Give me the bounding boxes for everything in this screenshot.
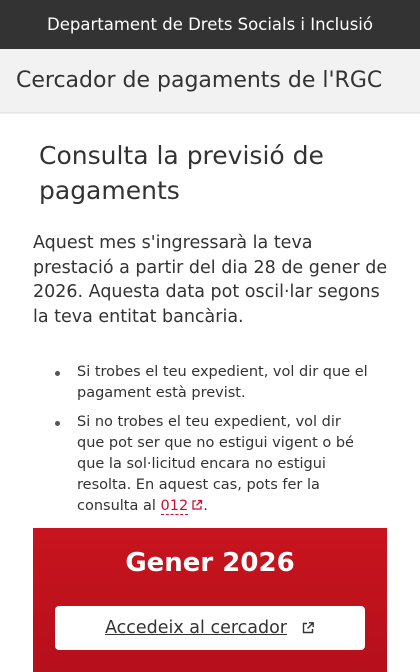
phone-012-link[interactable] — [161, 498, 189, 515]
page-title: Cercador de pagaments de l'RGC — [16, 68, 383, 93]
bullet-icon — [55, 371, 60, 376]
page-header — [0, 49, 420, 113]
payment-date-text: Aquest mes s'ingressarà la teva prestació a partir del dia 28 de gener de 2026. Aquesta data pot oscil·lar segons la teva entitat bancària. — [33, 233, 388, 327]
external-link-icon[interactable] — [191, 499, 203, 511]
department-name: Departament de Drets Socials i Inclusió — [47, 15, 373, 34]
top-bar — [0, 0, 420, 49]
list-item — [40, 412, 370, 517]
notes-list — [40, 362, 370, 525]
panel-month-title: Gener 2026 — [125, 548, 295, 578]
content-card — [0, 114, 420, 672]
section-heading: Consulta la previsió de pagaments — [39, 141, 324, 205]
access-search-button[interactable] — [55, 606, 365, 650]
button-label: Accedeix al cercador — [104, 618, 288, 638]
note-end: . — [203, 498, 208, 514]
bullet-icon — [55, 421, 60, 426]
note-text: Si no trobes el teu expedient, vol dir que pot ser que no estigui vigent o bé que la sol·licitud encara no estigui resolta. En aquest cas, pots fer la consulta al — [77, 414, 354, 514]
note-text: Si trobes el teu expedient, vol dir que el pagament està previst. — [77, 364, 368, 401]
external-link-icon — [301, 621, 315, 635]
search-panel — [33, 528, 387, 672]
link-label: 012 — [160, 498, 189, 514]
list-item — [40, 362, 370, 404]
